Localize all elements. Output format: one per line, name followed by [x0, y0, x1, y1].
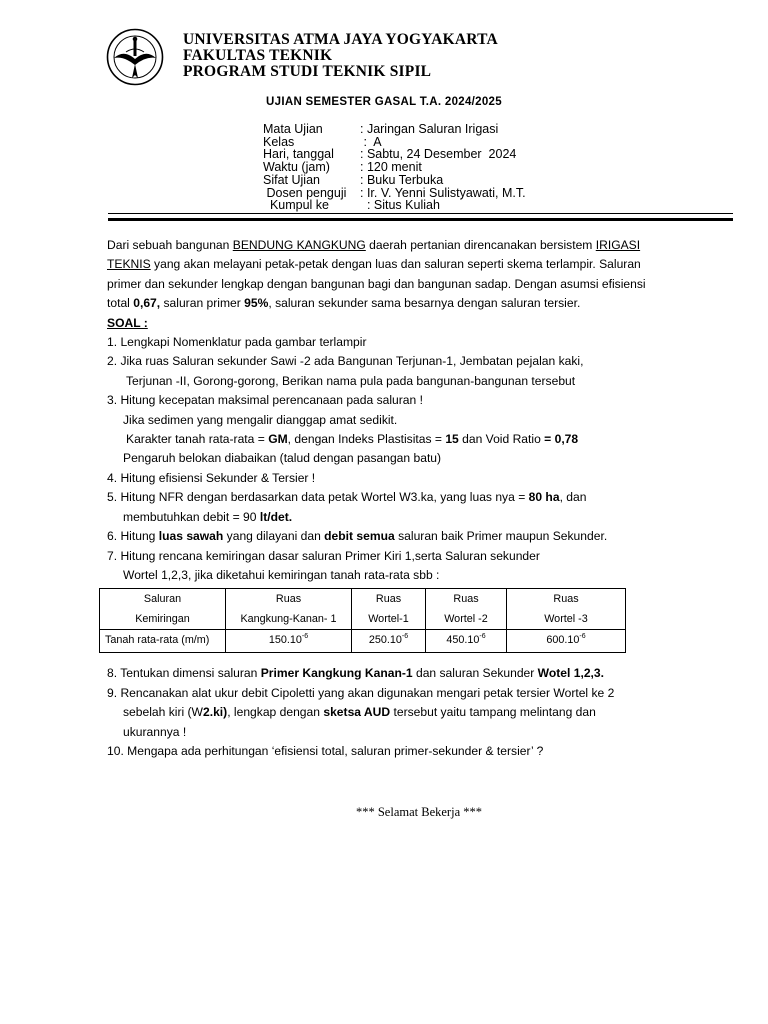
header-top: Saluran [143, 593, 182, 605]
table-row [100, 630, 626, 653]
table-header-cell [352, 589, 426, 630]
university-logo-icon [106, 28, 164, 86]
text: dan Void Ratio [458, 432, 545, 447]
table-header-cell [100, 589, 226, 630]
slope-value: 450.10 [446, 634, 480, 646]
closing-note: *** Selamat Bekerja *** [355, 805, 482, 819]
exponent: -6 [579, 633, 586, 640]
header-bottom: Kemiringan [135, 613, 190, 625]
info-value: : Situs Kuliah [360, 198, 440, 213]
emphasis: debit semua [324, 529, 395, 544]
table-header-cell [507, 589, 626, 630]
info-value: : 120 menit [360, 160, 422, 175]
question-10: 10. Mengapa ada perhitungan ‘efisiensi total, saluran primer-sekunder & tersier’ ? [107, 744, 544, 759]
text: , dan [559, 490, 587, 505]
text: saluran primer [160, 296, 245, 311]
question-7: 7. Hitung rencana kemiringan dasar saluran Primer Kiri 1,serta Saluran sekunder [107, 548, 540, 563]
question-2-cont: Terjunan -II, Gorong-gorong, Berikan nama pula pada bangunan-bangunan tersebut [126, 373, 576, 388]
table-cell [352, 630, 426, 653]
flow-unit: lt/det. [259, 509, 293, 524]
info-label: Kumpul ke [263, 198, 330, 213]
info-label: Hari, tanggal [263, 147, 334, 162]
question-3-cont: Jika sedimen yang mengalir dianggap amat sedikit. [123, 412, 398, 427]
faculty-name: FAKULTAS TEKNIK [183, 47, 333, 64]
text: dan saluran Sekunder [412, 666, 538, 680]
soal-heading-text: SOAL : [107, 315, 148, 330]
dam-name: BENDUNG KANGKUNG [232, 238, 366, 252]
system-type: IRIGASI [595, 238, 641, 252]
exponent: -6 [301, 633, 309, 640]
text: yang dilayani dan [223, 529, 325, 544]
emphasis: luas sawah [158, 529, 224, 544]
question-5 [107, 488, 733, 507]
text: daerah pertanian direncanakan bersistem [365, 238, 596, 252]
question-3-soil [107, 430, 733, 449]
header-bottom: Wortel -3 [544, 613, 588, 625]
info-value: : Buku Terbuka [360, 172, 444, 187]
header-bottom: Wortel -2 [444, 613, 488, 625]
primary-efficiency: 95% [244, 296, 269, 311]
text: , saluran sekunder sama besarnya dengan saluran tersier. [268, 296, 581, 311]
info-label: Dosen penguji [263, 185, 347, 200]
question-7-cont: Wortel 1,2,3, jika diketahui kemiringan tanah rata-rata sbb : [123, 567, 440, 582]
question-2: 2. Jika ruas Saluran sekunder Sawi -2 ada Bangunan Terjunan-1, Jembatan pejalan kaki, [107, 354, 584, 369]
text: , dengan Indeks Plastisitas = [287, 432, 446, 447]
question-4: 4. Hitung efisiensi Sekunder & Tersier ! [107, 470, 316, 485]
university-name: UNIVERSITAS ATMA JAYA YOGYAKARTA [183, 31, 498, 48]
text: sebelah kiri (W [123, 705, 203, 720]
void-ratio: = 0,78 [544, 432, 579, 447]
exam-info [263, 123, 526, 212]
info-row [263, 161, 526, 174]
question-6 [107, 527, 733, 546]
header-bottom: Wortel-1 [368, 613, 409, 625]
plasticity-index: 15 [445, 432, 459, 447]
header-top: Ruas [553, 593, 579, 605]
header-top: Ruas [275, 593, 302, 605]
emphasis: Wotel 1,2,3. [537, 666, 604, 680]
table-cell [226, 630, 352, 653]
question-9-cont [107, 703, 733, 723]
info-label: Waktu (jam) [263, 160, 330, 175]
exam-body-continued [107, 664, 733, 762]
text: Karakter tanah rata-rata = [126, 432, 269, 447]
text: , lengkap dengan [227, 705, 324, 720]
exam-title: UJIAN SEMESTER GASAL T.A. 2024/2025 [266, 96, 502, 108]
emphasis: sketsa AUD [323, 705, 391, 720]
question-5-cont [107, 508, 733, 527]
table-header-cell [226, 589, 352, 630]
question-9-end: ukurannya ! [123, 724, 187, 739]
info-row [263, 123, 526, 136]
info-value: : Sabtu, 24 Desember 2024 [360, 147, 517, 162]
info-label: Sifat Ujian [263, 172, 320, 187]
total-efficiency: 0,67, [133, 296, 161, 311]
slope-table [99, 588, 626, 653]
divider-thick [108, 218, 733, 221]
question-9: 9. Rencanakan alat ukur debit Cipoletti yang akan digunakan mengari petak tersier Wortel ke 2 [107, 685, 615, 700]
info-row [263, 199, 526, 212]
divider-thin [108, 213, 733, 214]
question-1: 1. Lengkapi Nomenklatur pada gambar terlampir [107, 335, 367, 350]
exponent: -6 [401, 633, 409, 640]
emphasis: 2.ki) [202, 705, 228, 720]
header-top: Ruas [453, 593, 479, 605]
table-cell [507, 630, 626, 653]
question-3: 3. Hitung kecepatan maksimal perencanaan pada saluran ! [107, 393, 423, 408]
table-header-cell [426, 589, 507, 630]
text: tersebut yaitu tampang melintang dan [390, 705, 596, 720]
program-name: PROGRAM STUDI TEKNIK SIPIL [183, 63, 432, 80]
info-value: : Ir. V. Yenni Sulistyawati, M.T. [360, 185, 526, 200]
text: 6. Hitung [107, 529, 159, 544]
slope-value: 150.10 [268, 634, 302, 646]
exponent: -6 [479, 633, 486, 640]
text: yang akan melayani petak-petak dengan luas dan saluran seperti skema terlampir. Saluran [150, 257, 641, 272]
slope-value: 250.10 [368, 634, 402, 646]
intro-line [107, 255, 733, 274]
exam-body [107, 236, 733, 585]
info-value: : Jaringan Saluran Irigasi [360, 122, 499, 136]
table-cell [426, 630, 507, 653]
text: membutuhkan debit = 90 [123, 509, 260, 524]
table-header-row [100, 589, 626, 630]
text: total [107, 296, 134, 311]
institution-header [183, 32, 498, 80]
emphasis: Primer Kangkung Kanan-1 [260, 666, 413, 680]
system-type: TEKNIS [107, 257, 151, 272]
question-3-note: Pengaruh belokan diabaikan (talud dengan pasangan batu) [123, 451, 442, 466]
slope-value: 600.10 [546, 634, 580, 646]
question-8 [107, 664, 733, 684]
soil-type: GM [268, 432, 288, 447]
text: 8. Tentukan dimensi saluran [107, 666, 261, 680]
area-value: 80 ha [528, 490, 560, 505]
text: Dari sebuah bangunan [107, 238, 233, 252]
text: saluran baik Primer maupun Sekunder. [394, 529, 608, 544]
info-label: Mata Ujian [263, 122, 323, 136]
soal-heading [107, 314, 733, 333]
text: 5. Hitung NFR dengan berdasarkan data petak Wortel W3.ka, yang luas nya = [107, 490, 529, 505]
intro-line [107, 294, 733, 313]
intro-line [107, 236, 733, 255]
info-row [263, 174, 526, 187]
row-label: Tanah rata-rata (m/m) [100, 630, 226, 653]
info-label: Kelas [263, 134, 295, 149]
header-bottom: Kangkung-Kanan- 1 [240, 613, 337, 625]
intro-line: primer dan sekunder lengkap dengan bangunan bagi dan bangunan sadap. Dengan asumsi efisiensi [107, 276, 646, 291]
info-value: : A [360, 134, 382, 149]
header-top: Ruas [375, 593, 402, 605]
